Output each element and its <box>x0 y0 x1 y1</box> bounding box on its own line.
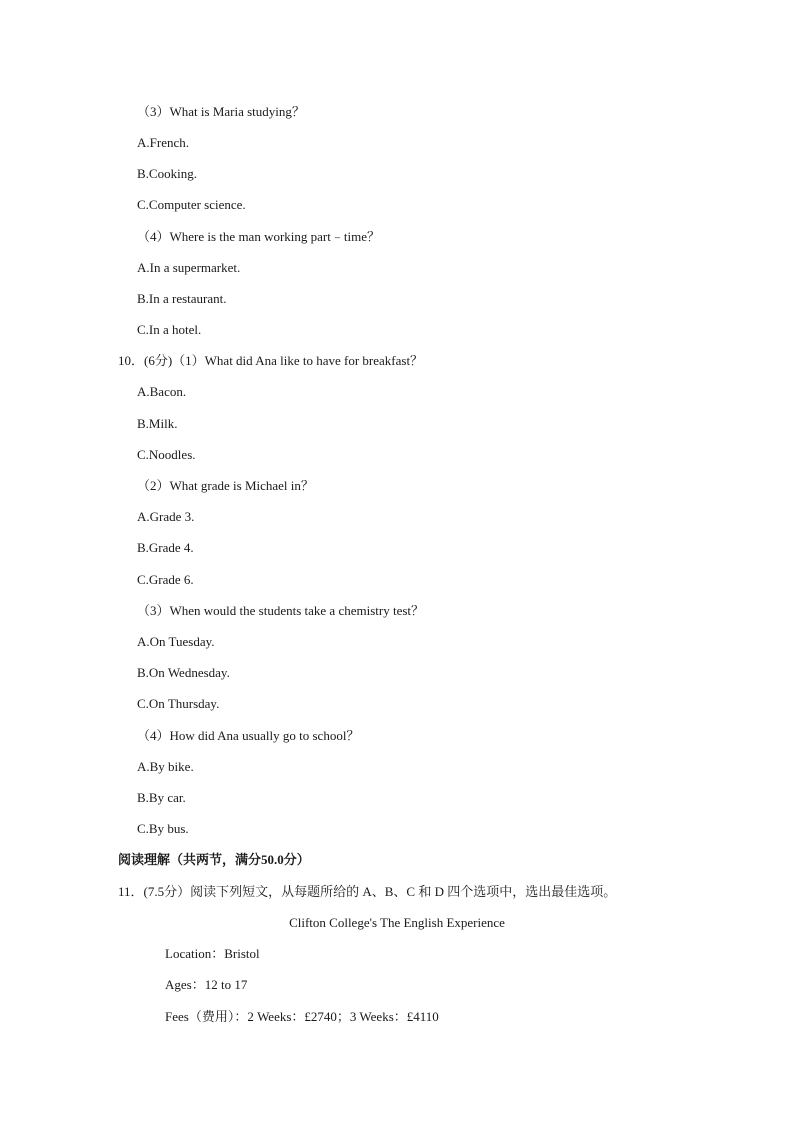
q9-sub3-option-b: B.Cooking. <box>137 166 197 181</box>
q10-sub2-option-c: C.Grade 6. <box>137 572 194 587</box>
q10-sub2-question: （2）What grade is Michael in？ <box>137 478 314 493</box>
q10-sub4-question: （4）How did Ana usually go to school？ <box>137 728 360 743</box>
q11-header: 11．(7.5分）阅读下列短文，从每题所给的 A、B、C 和 D 四个选项中，选出最佳选项。 <box>118 884 617 899</box>
q10-sub1-option-c: C.Noodles. <box>137 447 196 462</box>
q9-sub3-option-a: A.French. <box>137 135 189 150</box>
q10-sub4-option-c: C.By bus. <box>137 821 189 836</box>
q10-sub3-option-a: A.On Tuesday. <box>137 634 215 649</box>
passage-title: Clifton College's The English Experience <box>289 915 505 930</box>
q10-sub3-option-c: C.On Thursday. <box>137 696 220 711</box>
passage-ages: Ages：12 to 17 <box>165 977 248 992</box>
q10-sub4-option-a: A.By bike. <box>137 759 194 774</box>
q10-sub3-option-b: B.On Wednesday. <box>137 665 230 680</box>
q10-sub2-option-a: A.Grade 3. <box>137 509 195 524</box>
q10-sub4-option-b: B.By car. <box>137 790 186 805</box>
q10-sub3-question: （3）When would the students take a chemistry test？ <box>137 603 425 618</box>
passage-location: Location：Bristol <box>165 946 260 961</box>
q9-sub4-option-a: A.In a supermarket. <box>137 260 241 275</box>
q10-sub1-option-a: A.Bacon. <box>137 384 187 399</box>
section-title: 阅读理解（共两节，满分50.0分） <box>118 852 310 867</box>
q10-sub2-option-b: B.Grade 4. <box>137 540 194 555</box>
q9-sub3-option-c: C.Computer science. <box>137 197 246 212</box>
passage-fees: Fees（费用）：2 Weeks：£2740；3 Weeks：£4110 <box>165 1009 439 1024</box>
q10-header: 10．(6分)（1）What did Ana like to have for breakfast？ <box>118 353 424 368</box>
q10-sub1-option-b: B.Milk. <box>137 416 178 431</box>
q9-sub3-question: （3）What is Maria studying？ <box>137 104 305 119</box>
q9-sub4-option-b: B.In a restaurant. <box>137 291 227 306</box>
q9-sub4-option-c: C.In a hotel. <box>137 322 202 337</box>
q9-sub4-question: （4）Where is the man working part﹣time？ <box>137 229 380 244</box>
